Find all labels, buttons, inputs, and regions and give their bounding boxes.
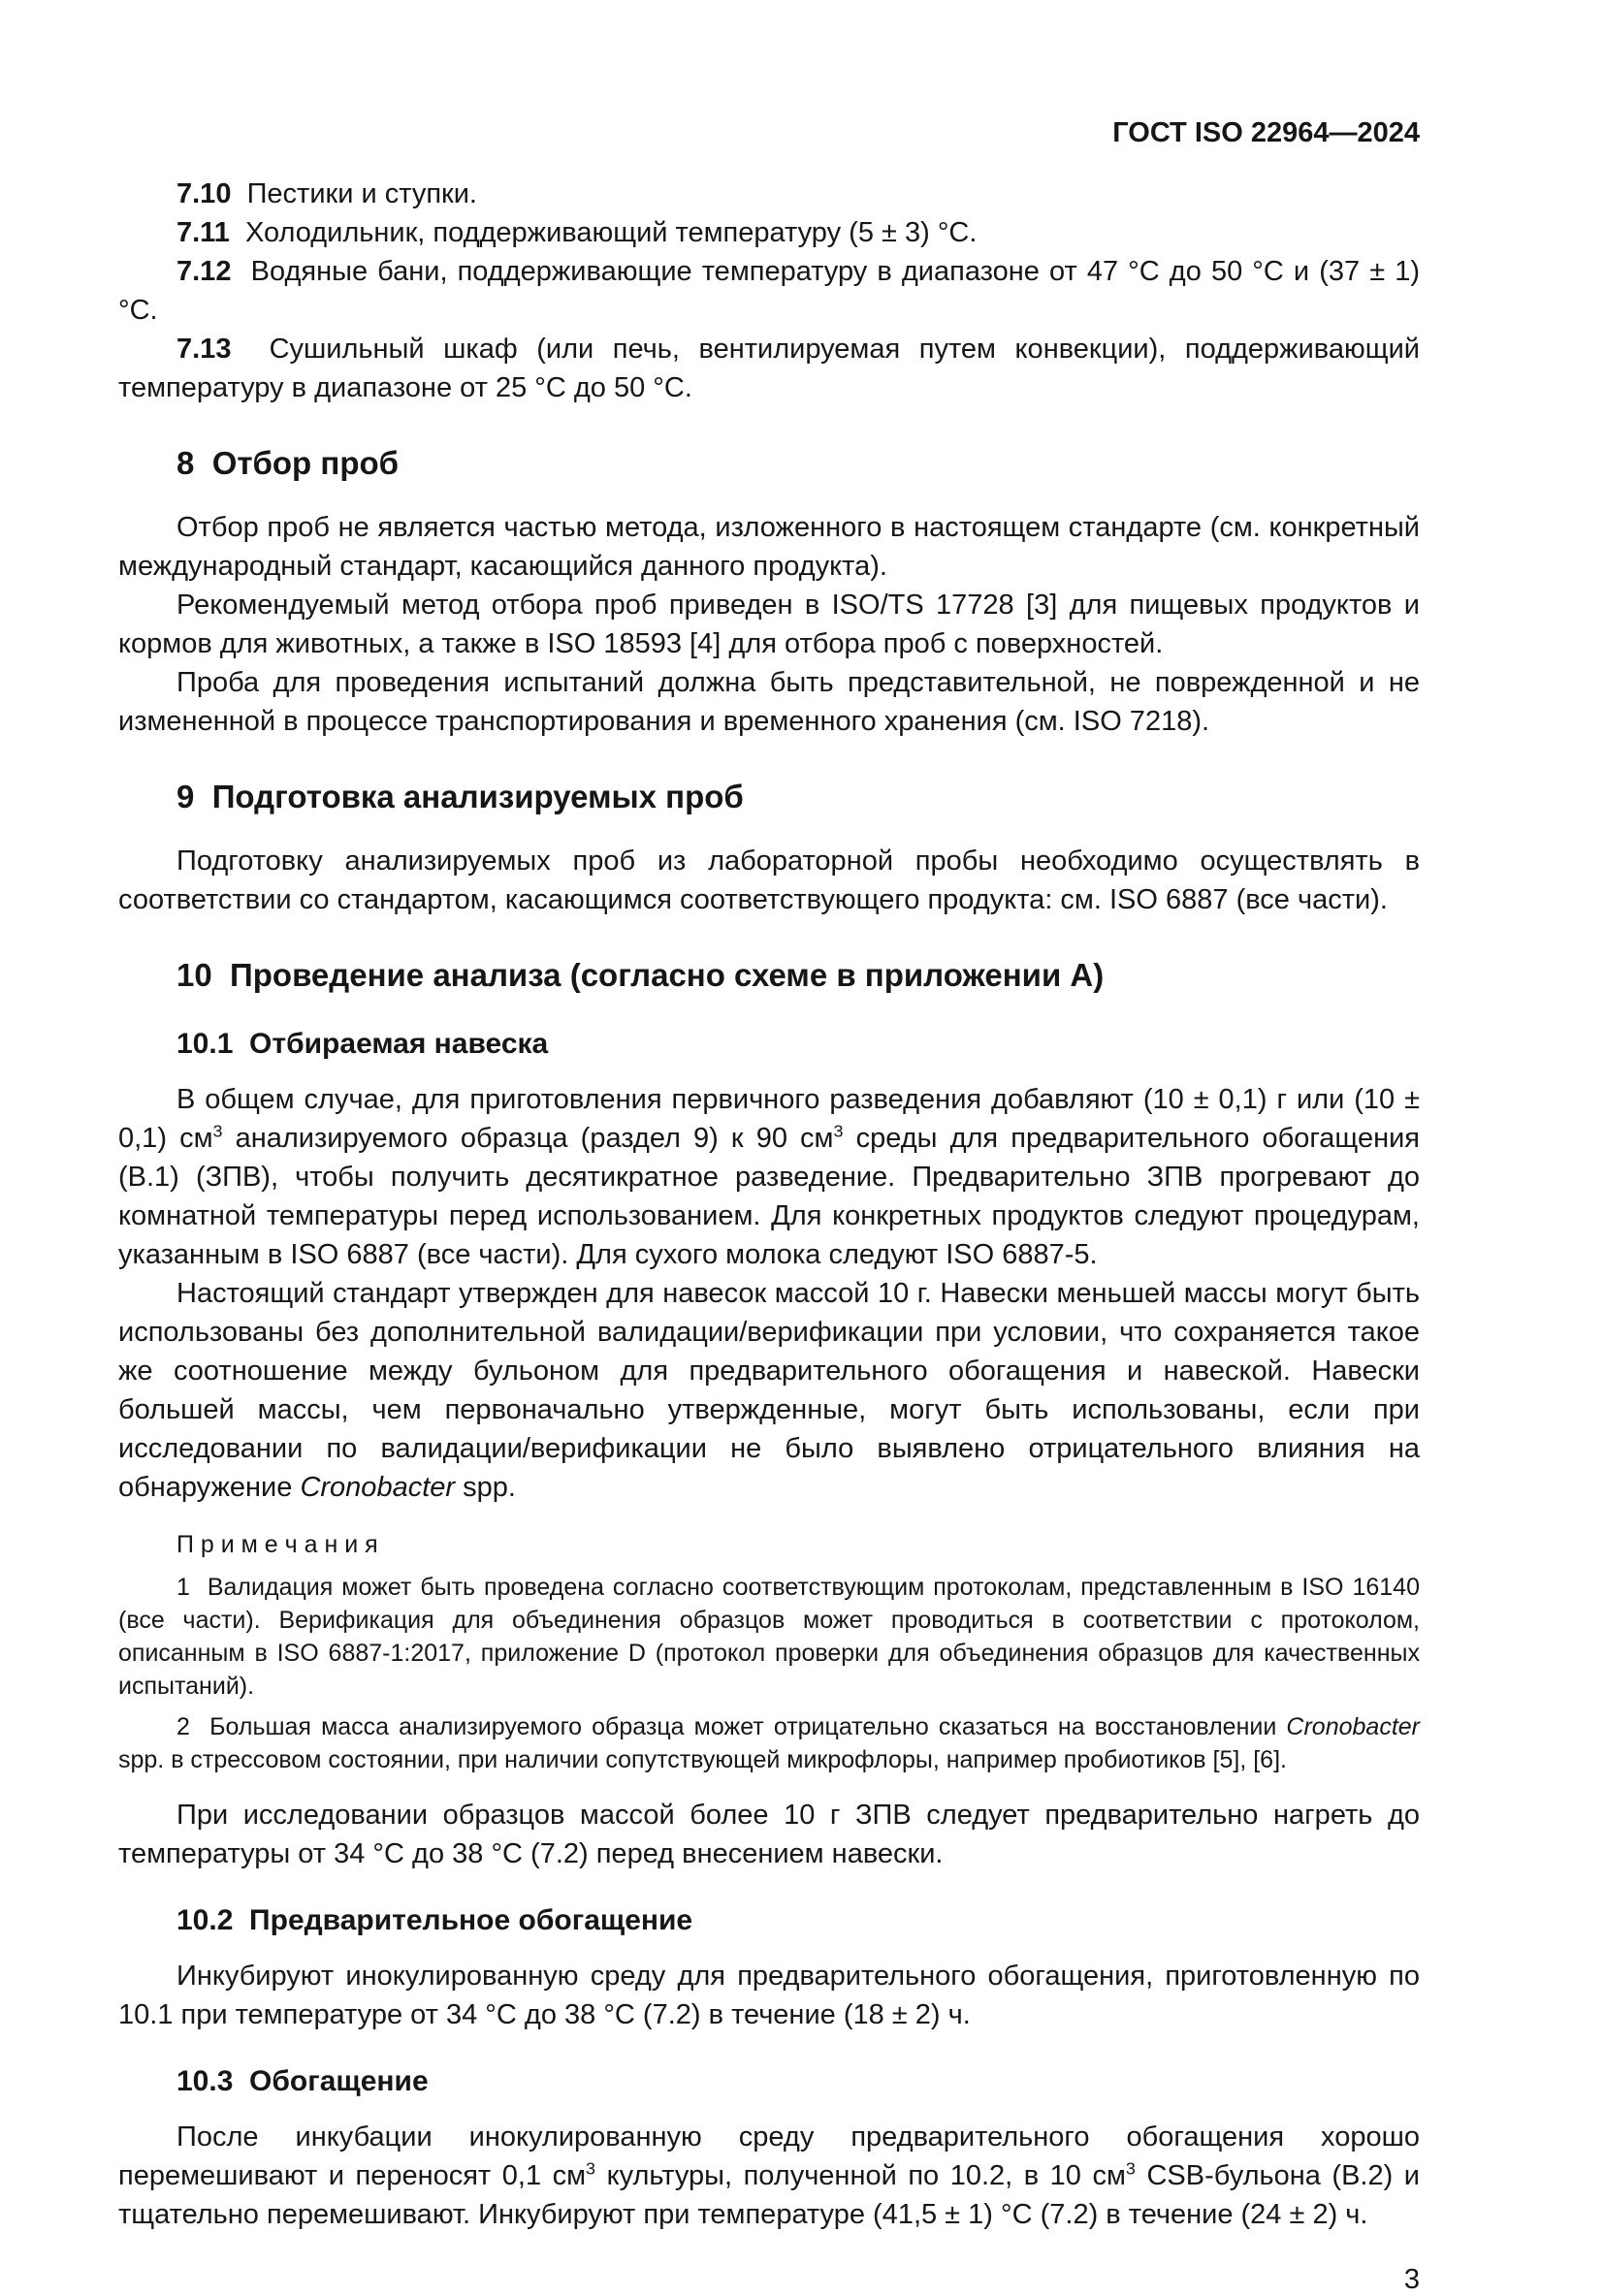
clause-7-10-item: 7.10 Пестики и ступки. <box>176 178 477 209</box>
notes-label: П р и м е ч а н и я <box>176 1531 378 1558</box>
clause-10-1-heading: 10.1 Отбираемая навеска <box>176 1028 549 1060</box>
section-10-heading: 10 Проведение анализа (согласно схеме в приложении А) <box>176 957 1105 993</box>
clause-7-13-item: 7.13 Сушильный шкаф (или печь, вентилируемая путем конвекции), поддерживающий температуру в диапазоне от 25 °С до 50 °С. <box>118 334 1420 403</box>
clause-7-11-item: 7.11 Холодильник, поддерживающий температуру (5 ± 3) °С. <box>176 217 978 248</box>
clause-10-1-paragraph-2: Настоящий стандарт утвержден для навесок массой 10 г. Навески меньшей массы могут быть использованы без дополнительной валидации/верификации при условии, что сохраняется такое же соотношение между бульоном для предварительного обогащения и навеской. Навески большей массы, чем первоначально утвержденные, могут быть использованы, если при исследовании по валидации/верификации не было выявлено отрицательного влияния на обнаружение Cronobacter spp. <box>118 1278 1420 1503</box>
section-8-paragraph-2: Рекомендуемый метод отбора проб приведен в ISO/TS 17728 [3] для пищевых продуктов и кормов для животных, а также в ISO 18593 [4] для отбора проб с поверхностей. <box>118 590 1420 659</box>
clause-10-3-heading: 10.3 Обогащение <box>176 2065 429 2097</box>
page-number: 3 <box>1403 2264 1420 2295</box>
section-8-paragraph-3: Проба для проведения испытаний должна быть представительной, не поврежденной и не измененной в процессе транспортирования и временного хранения (см. ISO 7218). <box>118 667 1420 737</box>
page-content <box>118 116 1420 2296</box>
clause-10-2-paragraph-1: Инкубируют инокулированную среду для предварительного обогащения, приготовленную по 10.1 при температуре от 34 °С до 38 °С (7.2) в течение (18 ± 2) ч. <box>118 1961 1420 2030</box>
section-8-heading: 8 Отбор проб <box>176 445 400 481</box>
clause-10-2-heading: 10.2 Предварительное обогащение <box>176 1904 693 1936</box>
section-9-heading: 9 Подготовка анализируемых проб <box>176 779 744 814</box>
note-1: 1 Валидация может быть проведена согласно соответствующим протоколам, представленным в ISO 16140 (все части). Верификация для объединения образцов может проводиться в соответствии с протоколом, описанным в ISO 6887-1:2017, приложение D (протокол проверки для объединения образцов для качественных испытаний). <box>118 1574 1420 1700</box>
clause-7-12-item: 7.12 Водяные бани, поддерживающие температуру в диапазоне от 47 °С до 50 °С и (37 ± 1) °С. <box>118 256 1420 326</box>
clause-10-1-paragraph-3: При исследовании образцов массой более 10 г ЗПВ следует предварительно нагреть до температуры от 34 °С до 38 °С (7.2) перед внесением навески. <box>118 1800 1420 1869</box>
running-header: ГОСТ ISO 22964—2024 <box>1112 117 1420 148</box>
section-9-paragraph-1: Подготовку анализируемых проб из лабораторной пробы необходимо осуществлять в соответствии со стандартом, касающимся соответствующего продукта: см. ISO 6887 (все части). <box>118 845 1420 915</box>
section-8-paragraph-1: Отбор проб не является частью метода, изложенного в настоящем стандарте (см. конкретный международный стандарт, касающийся данного продукта). <box>118 512 1420 582</box>
clause-10-1-paragraph-1: В общем случае, для приготовления первичного разведения добавляют (10 ± 0,1) г или (10 ± 0,1) $см^3$ анализируемого образца (раздел 9) к 90 $см^3$ среды для предварительного обогащения (В.1) (ЗПВ), чтобы получить десятикратное разведение. Предварительно ЗПВ прогревают до комнатной температуры перед использованием. Для конкретных продуктов следуют процедурам, указанным в ISO 6887 (все части). Для сухого молока следуют ISO 6887-5. <box>118 1084 1421 1270</box>
clause-10-3-paragraph-1: После инкубации инокулированную среду предварительного обогащения хорошо перемешивают и переносят 0,1 $см^3$ культуры, полученной по 10.2, в 10 $см^3$ CSB-бульона (В.2) и тщательно перемешивают. Инкубируют при температуре (41,5 ± 1) °С (7.2) в течение (24 ± 2) ч. <box>118 2121 1421 2230</box>
note-2: 2 Большая масса анализируемого образца может отрицательно сказаться на восстановлении Cronobacter spp. в стрессовом состоянии, при наличии сопутствующей микрофлоры, например пробиотиков [5], [6]. <box>118 1713 1420 1773</box>
